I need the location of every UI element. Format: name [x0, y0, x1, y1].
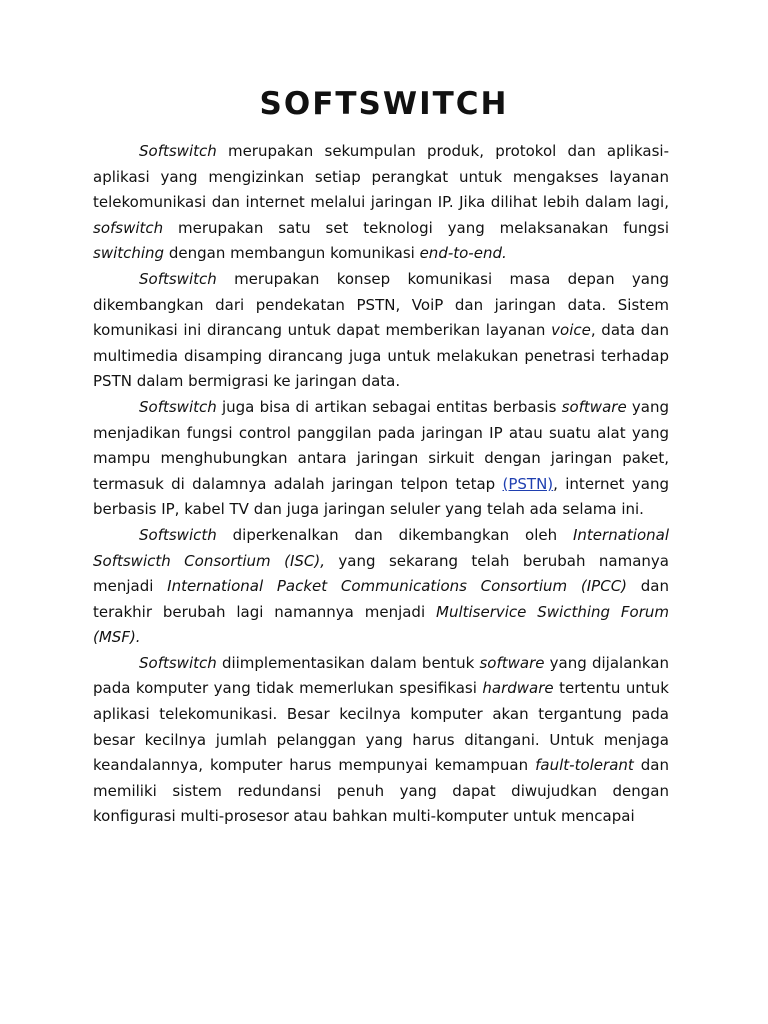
paragraph-text: dan terakhir berubah lagi namannya menjadi	[93, 577, 669, 621]
paragraph-text: dan memiliki sistem redundansi penuh yang dapat diwujudkan dengan konfigurasi multi-prosesor atau bahkan multi-komputer untuk mencapai	[93, 756, 669, 826]
paragraph-text: yang menjadikan fungsi control panggilan pada jaringan IP atau suatu alat yang mampu menghubungkan antara jaringan sirkuit dengan jaringan paket, termasuk di dalamnya adalah jaringan telpon tetap	[93, 397, 670, 493]
italic-term: Softswicth	[139, 525, 217, 544]
italic-term: International Packet Communications Consortium (IPCC)	[167, 577, 628, 596]
paragraph	[93, 523, 669, 651]
paragraph	[93, 395, 669, 523]
italic-term: Multiservice Swicthing Forum (MSF).	[93, 602, 670, 647]
italic-term: fault-tolerant	[535, 756, 634, 775]
italic-term: end-to-end.	[419, 244, 507, 263]
italic-term: voice	[551, 321, 591, 340]
italic-term: switching	[93, 244, 165, 263]
paragraph	[93, 139, 669, 267]
document-body	[93, 139, 669, 830]
pstn-link[interactable]: (PSTN)	[502, 474, 554, 493]
paragraph-text: juga bisa di artikan sebagai entitas berbasis	[216, 397, 562, 416]
page-title: SOFTSWITCH	[259, 86, 509, 122]
italic-term: Softswitch	[139, 397, 217, 416]
italic-term: Softswitch	[139, 142, 217, 160]
paragraph	[93, 651, 669, 830]
italic-term: Softswitch	[139, 269, 217, 288]
paragraph-text: yang dijalankan pada komputer yang tidak memerlukan spesifikasi	[93, 653, 670, 698]
italic-term: sofswitch	[93, 218, 164, 237]
paragraph-text: dengan membangun komunikasi	[164, 244, 420, 263]
italic-term: International Softswicth Consortium (ISC),	[93, 525, 669, 570]
paragraph-text: , internet yang berbasis IP, kabel TV dan juga jaringan seluler yang telah ada selama ini.	[93, 474, 669, 519]
italic-term: software	[479, 653, 545, 672]
paragraph-text: merupakan satu set teknologi yang melaksanakan fungsi	[163, 218, 669, 237]
paragraph-text: yang sekarang telah berubah namanya menjadi	[93, 551, 669, 596]
paragraph-text: , data dan multimedia disamping dirancang juga untuk melakukan penetrasi terhadap PSTN dalam bermigrasi ke jaringan data.	[93, 321, 670, 391]
paragraph-text: merupakan sekumpulan produk, protokol dan aplikasi-aplikasi yang mengizinkan setiap perangkat untuk mengakses layanan telekomunikasi dan internet melalui jaringan IP. Jika dilihat lebih dalam lagi,	[93, 142, 669, 212]
paragraph-text: merupakan konsep komunikasi masa depan yang dikembangkan dari pendekatan PSTN, VoiP dan jaringan data. Sistem komunikasi ini dirancang untuk dapat memberikan layanan	[93, 269, 669, 340]
italic-term: hardware	[482, 679, 554, 698]
italic-term: Softswitch	[139, 653, 217, 672]
paragraph	[93, 267, 669, 395]
italic-term: software	[561, 397, 627, 416]
paragraph-text: diimplementasikan dalam bentuk	[216, 653, 480, 672]
paragraph-text: tertentu untuk aplikasi telekomunikasi. Besar kecilnya komputer akan tergantung pada besar kecilnya jumlah pelanggan yang harus ditangani. Untuk menjaga keandalannya, komputer harus mempunyai kemampuan	[93, 679, 669, 775]
paragraph-text: diperkenalkan dan dikembangkan oleh	[216, 525, 573, 544]
